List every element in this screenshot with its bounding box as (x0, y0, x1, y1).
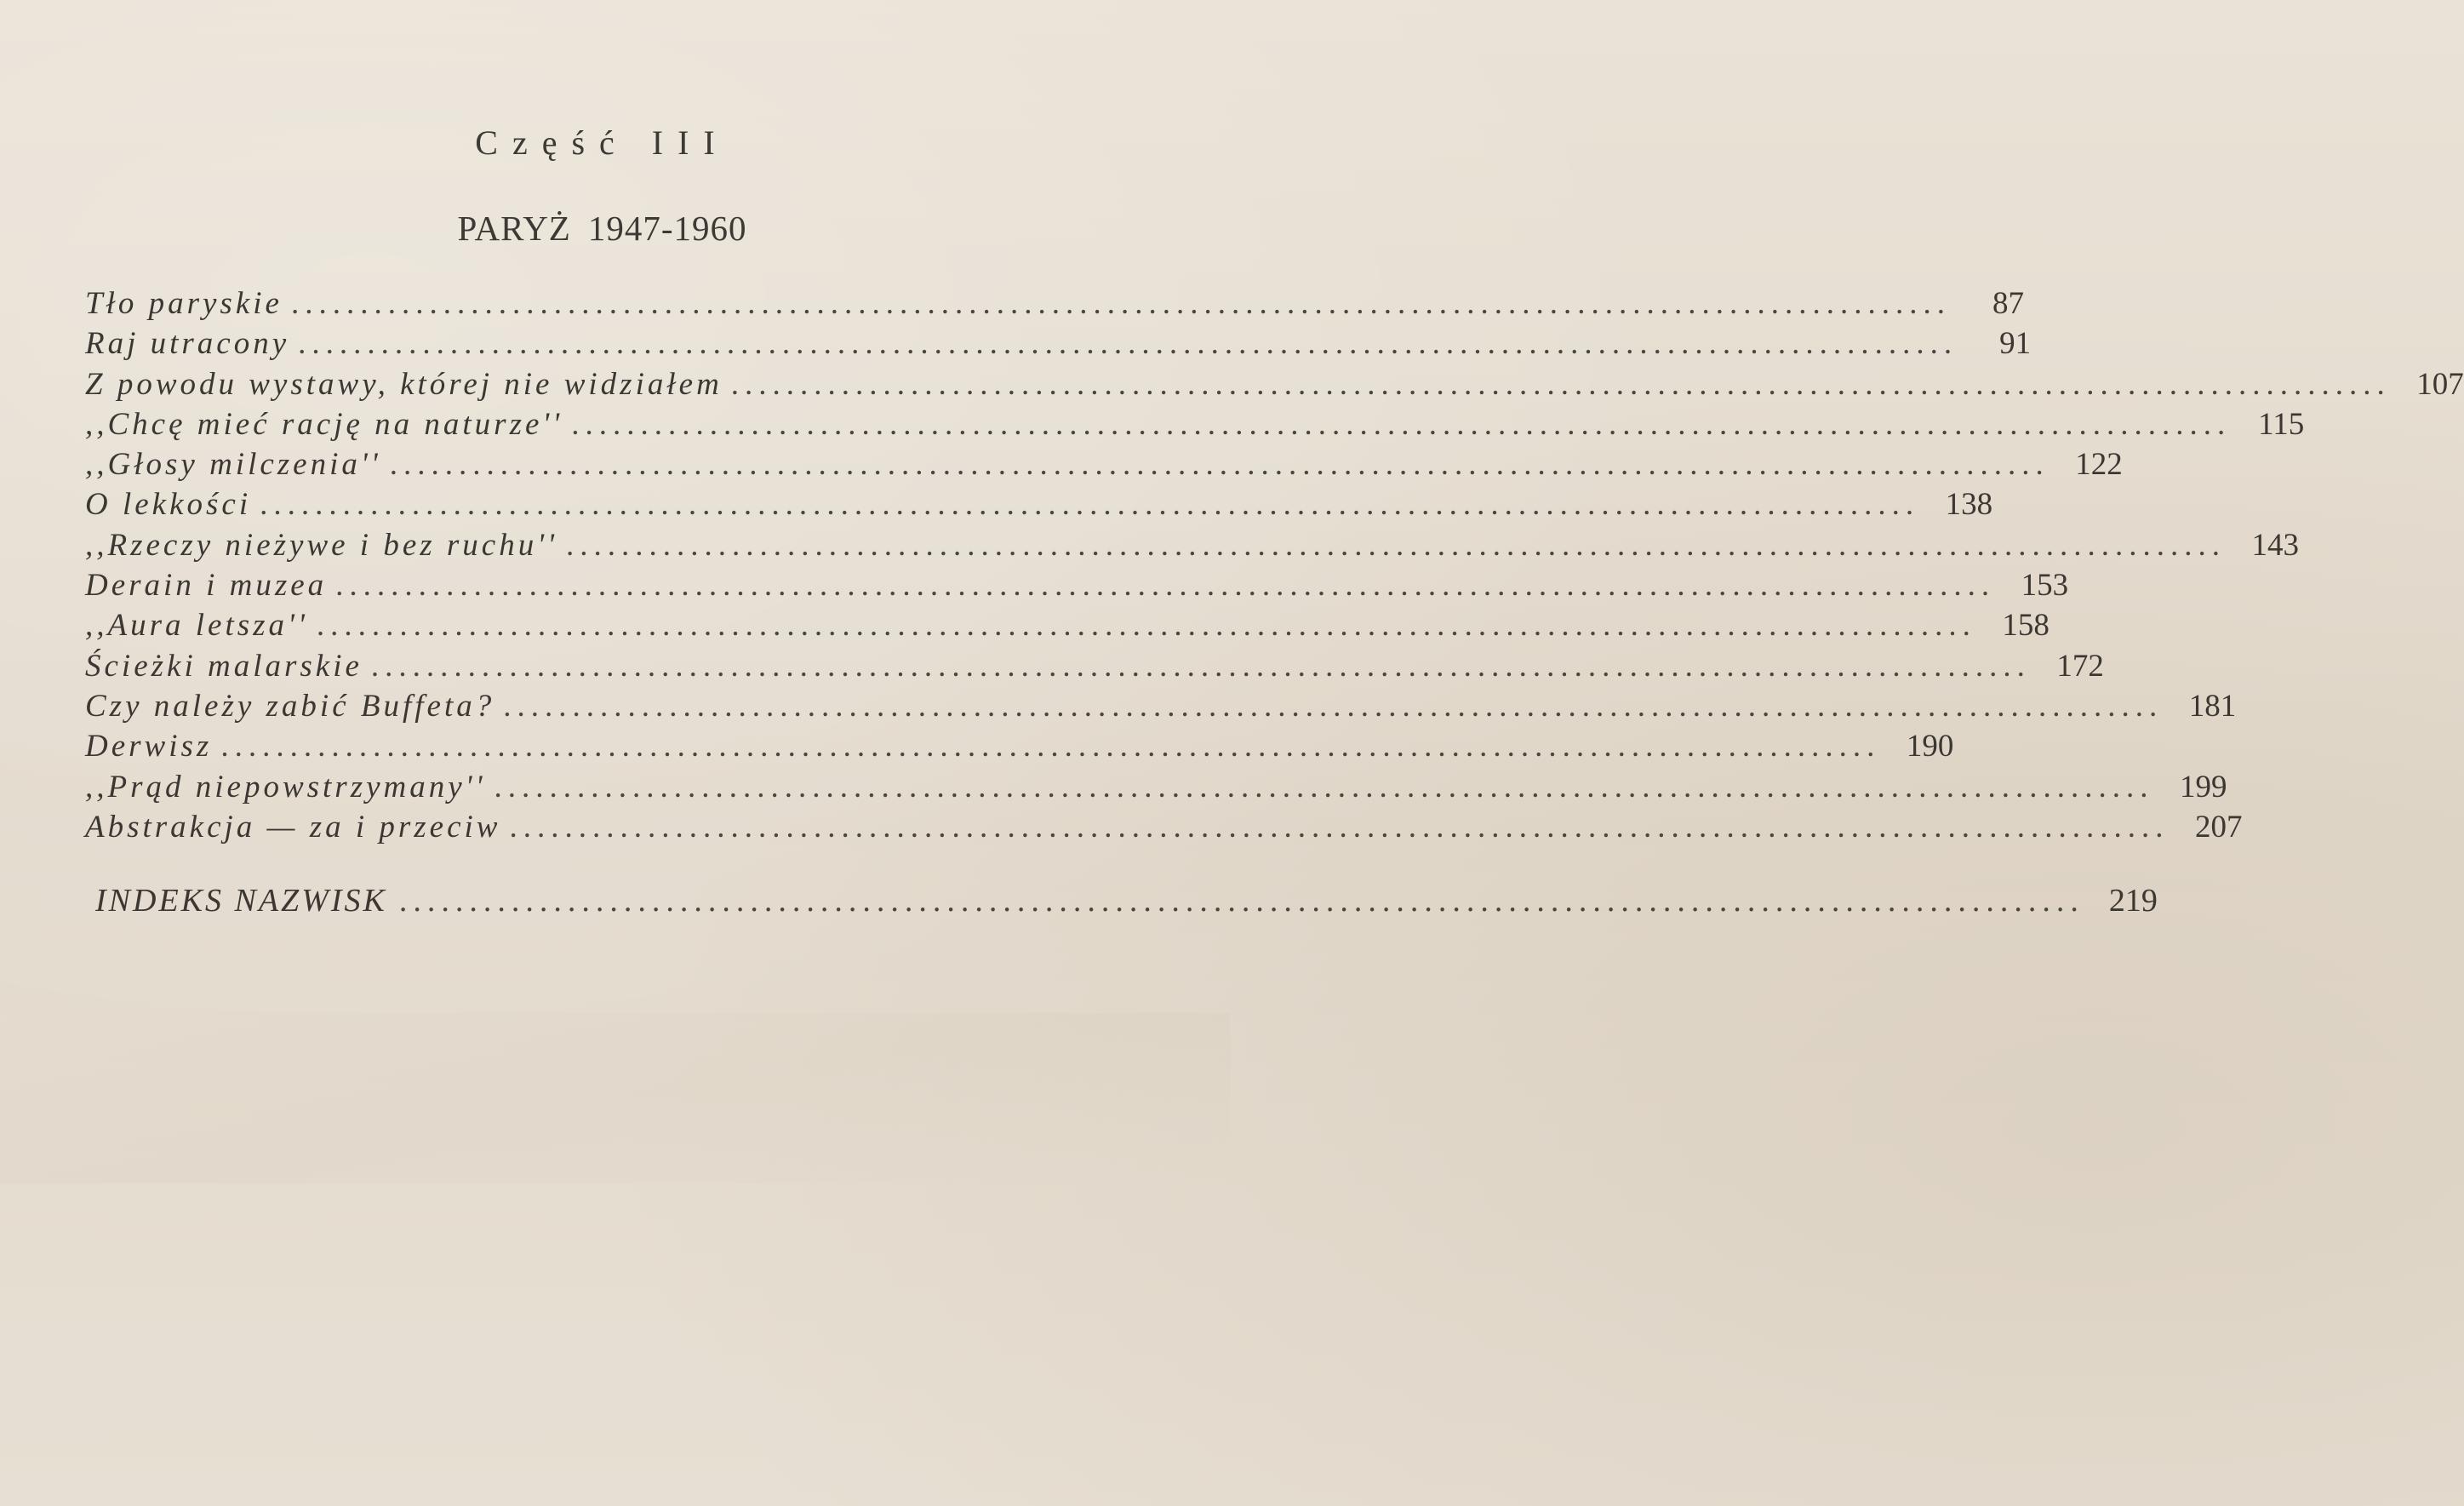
dot-leader: ........................................................................................................................ (571, 406, 2232, 442)
dot-leader: ........................................................................................................................ (494, 769, 2154, 805)
index-page: 219 (2108, 883, 2158, 919)
toc-entry (85, 325, 2032, 365)
toc-entry (85, 688, 2237, 728)
dot-leader: ........................................................................................................................ (398, 883, 2084, 919)
dot-leader: ........................................................................................................................ (316, 608, 1976, 644)
toc-entry-page: 138 (1945, 487, 1993, 523)
toc-entry (85, 728, 1954, 768)
toc-entry-page: 122 (2075, 447, 2123, 483)
toc-entry-page: 107 (2416, 366, 2464, 402)
toc-entry-title: Ścieżki malarskie (85, 648, 363, 684)
toc-entry-title: ,,Prąd niepowstrzymany'' (85, 769, 486, 805)
toc-entry-title: Czy należy zabić Buffeta? (85, 688, 495, 724)
dot-leader: ........................................................................................................................ (503, 688, 2164, 724)
toc-entry-title: ,,Głosy milczenia'' (85, 447, 381, 483)
index-entry (95, 882, 2158, 919)
toc-entry-title: ,,Rzeczy nieżywe i bez ruchu'' (85, 527, 558, 563)
section-title (0, 208, 1204, 249)
toc-entry-title: Raj utracony (85, 326, 290, 362)
toc-entry-title: Derwisz (85, 729, 213, 764)
dot-leader: ........................................................................................................................ (730, 366, 2391, 402)
toc-entry-page: 153 (2021, 568, 2069, 604)
toc-entry-page: 143 (2251, 527, 2300, 563)
toc-entry-page: 91 (1999, 326, 2032, 362)
dot-leader: ........................................................................................................................ (370, 648, 2031, 684)
dot-leader: ........................................................................................................................ (335, 568, 1996, 604)
toc-entry-title: Abstrakcja — za i przeciw (85, 809, 501, 845)
toc-entry-page: 158 (2002, 608, 2050, 644)
dot-leader: ........................................................................................................................ (290, 286, 1951, 321)
dot-leader: ........................................................................................................................ (509, 809, 2170, 845)
toc-entry (85, 406, 2305, 446)
paper-crease (0, 1013, 1230, 1183)
toc-entry-title: Tło paryskie (85, 286, 283, 321)
table-of-contents (85, 285, 2464, 849)
toc-entry-title: O lekkości (85, 487, 252, 523)
toc-entry (85, 567, 2069, 607)
toc-entry-page: 207 (2194, 809, 2243, 845)
toc-entry (85, 446, 2123, 486)
toc-entry-page: 87 (1992, 286, 2024, 321)
toc-entry (85, 366, 2464, 406)
toc-entry (85, 648, 2104, 688)
toc-entry (85, 527, 2300, 567)
toc-entry-title: Z powodu wystawy, której nie widziałem (85, 366, 723, 402)
part-heading: Część III (475, 123, 729, 162)
dot-leader: ........................................................................................................................ (220, 729, 1881, 764)
section-name: PARYŻ (457, 209, 571, 248)
toc-entry (85, 285, 2024, 325)
toc-entry-title: ,,Chcę mieć rację na naturze'' (85, 406, 563, 442)
toc-entry (85, 769, 2227, 809)
toc-entry-page: 172 (2056, 648, 2104, 684)
toc-entry (85, 809, 2243, 849)
dot-leader: ........................................................................................................................ (298, 326, 1958, 362)
toc-entry (85, 607, 2050, 647)
dot-leader: ........................................................................................................................ (566, 527, 2227, 563)
toc-entry-page: 190 (1906, 729, 1954, 764)
toc-entry-title: ,,Aura letsza'' (85, 608, 308, 644)
toc-entry-title: Derain i muzea (85, 568, 328, 604)
toc-entry (85, 486, 1993, 526)
toc-entry-page: 181 (2188, 688, 2237, 724)
dot-leader: ........................................................................................................................ (260, 487, 1920, 523)
dot-leader: ........................................................................................................................ (389, 447, 2050, 483)
section-years: 1947-1960 (587, 209, 747, 248)
toc-entry-page: 115 (2258, 406, 2305, 442)
toc-entry-page: 199 (2180, 769, 2227, 805)
index-title: INDEKS NAZWISK (95, 883, 387, 919)
